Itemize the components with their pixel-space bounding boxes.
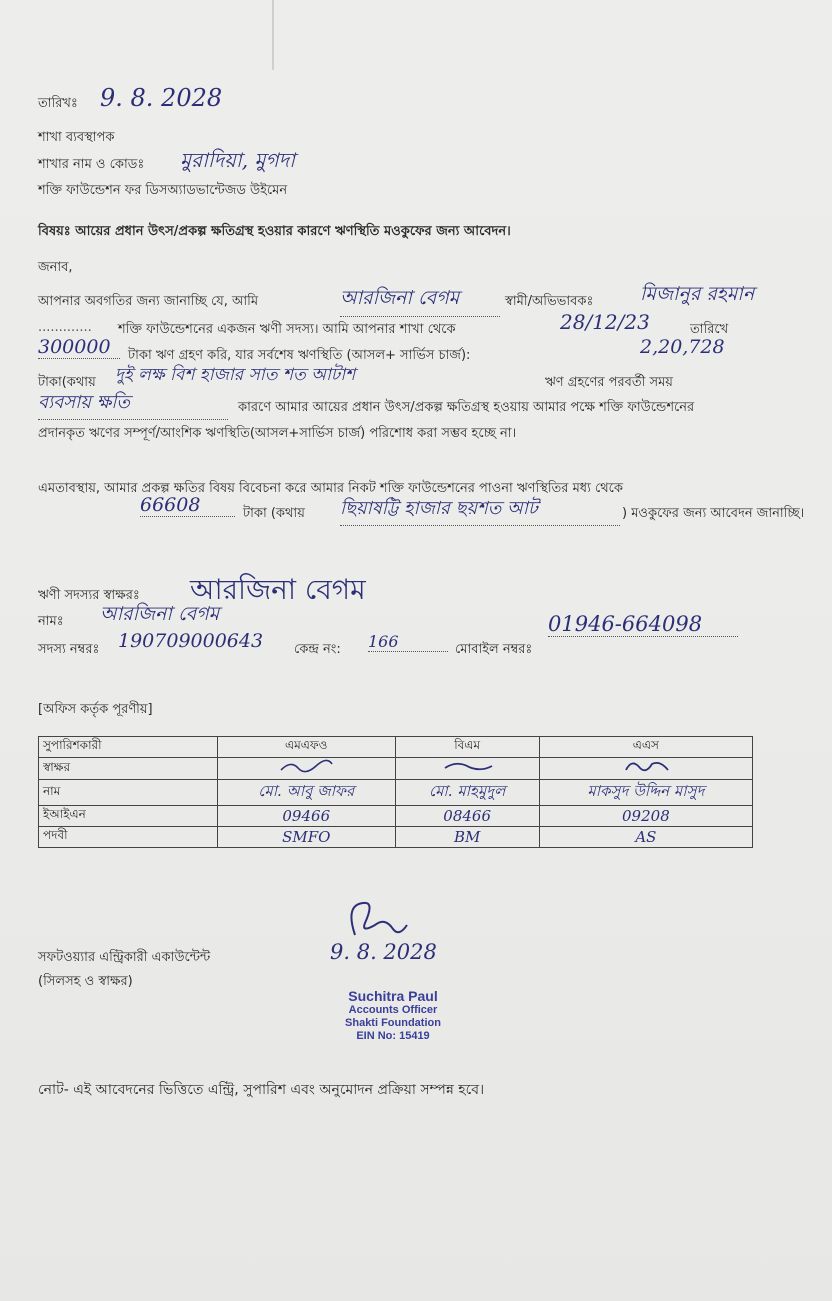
accountant-sub-label: (সিলসহ ও স্বাক্ষর): [38, 974, 133, 989]
recipient-line: শাখা ব্যবস্থাপক: [38, 130, 115, 145]
table-cell: মো. মাহমুদুল: [395, 780, 539, 806]
body1-part5: টাকা ঋণ গ্রহণ করি, যার সর্বশেষ ঋণস্থিতি (আসল+ সার্ভিস চার্জ):: [128, 348, 471, 363]
member-id-handwritten: 190709000643: [118, 630, 264, 652]
table-cell: SMFO: [218, 827, 396, 848]
salutation: জনাব,: [38, 260, 73, 275]
table-row: [39, 758, 753, 780]
seal-name: Suchitra Paul: [348, 988, 438, 1004]
date-label: তারিখঃ: [38, 96, 78, 111]
body2-part3: ) মওকুফের জন্য আবেদন জানাচ্ছি।: [622, 506, 805, 521]
accountant-date-handwritten: 9. 8. 2028: [330, 940, 437, 964]
row-label: পদবী: [39, 827, 218, 848]
body2-part1: এমতাবস্থায়, আমার প্রকল্প ক্ষতির বিষয় বিবেচনা করে আমার নিকট শক্তি ফাউন্ডেশনের পাওনা ঋণস্থিতির মধ্য থেকে: [38, 481, 623, 496]
centre-handwritten: 166: [368, 632, 448, 652]
seal-org: Shakti Foundation: [345, 1017, 441, 1029]
table-cell: BM: [395, 827, 539, 848]
loan-date-handwritten: 28/12/23: [560, 310, 650, 334]
table-header-cell: এএস: [539, 737, 752, 758]
member-name-handwritten: আরজিনা বেগম: [100, 603, 220, 625]
row-label: নাম: [39, 780, 218, 806]
balance-handwritten: 2,20,728: [640, 336, 725, 358]
body1-part3: শক্তি ফাউন্ডেশনের একজন ঋণী সদস্য। আমি আপনার শাখা থেকে: [118, 322, 456, 337]
paper-fold: [272, 0, 274, 70]
table-cell: 08466: [395, 806, 539, 827]
waive-amount-handwritten: 66608: [140, 494, 235, 517]
amount-words-handwritten: দুই লক্ষ বিশ হাজার সাত শত আটাশ: [115, 365, 356, 385]
centre-label: কেন্দ্র নং:: [294, 642, 341, 657]
member-name-label: নামঃ: [38, 614, 64, 629]
table-row: [39, 806, 753, 827]
member-id-label: সদস্য নম্বরঃ: [38, 642, 100, 657]
table-header-cell: সুপারিশকারী: [39, 737, 218, 758]
branch-label: শাখার নাম ও কোডঃ: [38, 157, 145, 172]
table-cell: মাকসুদ উদ্দিন মাসুদ: [539, 780, 752, 806]
member-sign-label: ঋণী সদস্যর স্বাক্ষরঃ: [38, 588, 140, 603]
table-cell: AS: [539, 827, 752, 848]
body1-part2: স্বামী/অভিভাবকঃ: [505, 294, 594, 309]
body2-part2: টাকা (কথায়: [243, 506, 305, 521]
body1-part8: কারণে আমার আয়ের প্রধান উৎস/প্রকল্প ক্ষতিগ্রস্থ হওয়ায় আমার পক্ষে শক্তি ফাউন্ডেশনের প্রদানকৃত ঋণের সম্পূর্ণ/আংশিক ঋণস্থিতি(আসল+সার্ভিস চার্জ) পরিশোধ করা সম্ভব হচ্ছে না।: [38, 400, 695, 441]
table-header-cell: বিএম: [395, 737, 539, 758]
table-cell: মো. আবু জাফর: [218, 780, 396, 806]
dots-lead: .............: [38, 320, 92, 335]
date-handwritten: 9. 8. 2028: [100, 84, 223, 112]
table-row: [39, 780, 753, 806]
body1-part1: আপনার অবগতির জন্য জানাচ্ছি যে, আমি: [38, 294, 259, 309]
seal-title: Accounts Officer: [348, 1004, 438, 1016]
accountant-signature: [335, 895, 415, 945]
signature-cell: [539, 758, 752, 780]
recommendation-table: [38, 736, 753, 848]
accountant-label: সফটওয়্যার এন্ট্রিকারী একাউন্টেন্ট: [38, 950, 211, 965]
member-signature: আরজিনা বেগম: [190, 573, 366, 606]
row-label: ইআইএন: [39, 806, 218, 827]
seal-ein: EIN No: 15419: [356, 1030, 430, 1042]
signature-cell: [218, 758, 396, 780]
signature-cell: [395, 758, 539, 780]
row-label: স্বাক্ষর: [39, 758, 218, 780]
waive-words-handwritten: ছিয়াষট্টি হাজার ছয়শত আট: [340, 494, 620, 526]
table-row: [39, 827, 753, 848]
loan-amount-handwritten: 300000: [38, 336, 120, 359]
branch-handwritten: মুরাদিয়া, মুগদা: [180, 148, 295, 172]
applicant-name-handwritten: আরজিনা বেগম: [340, 284, 500, 317]
accounts-officer-seal: [318, 988, 468, 1043]
reason-handwritten: ব্যবসায় ক্ষতি: [38, 388, 228, 420]
office-use-label: [অফিস কর্তৃক পূরণীয়]: [38, 702, 153, 717]
organisation-line: শক্তি ফাউন্ডেশন ফর ডিসঅ্যাডভান্টেজড উইমেন: [38, 183, 288, 198]
table-cell: 09208: [539, 806, 752, 827]
mobile-handwritten: 01946-664098: [548, 612, 738, 637]
signature-mark: [616, 758, 676, 776]
table-cell: 09466: [218, 806, 396, 827]
subject-line: বিষয়ঃ আয়ের প্রধান উৎস/প্রকল্প ক্ষতিগ্রস্থ হওয়ার কারণে ঋণস্থিতি মওকুফের জন্য আবেদন।: [38, 224, 511, 239]
mobile-label: মোবাইল নম্বরঃ: [455, 642, 533, 657]
body1-part6: টাকা(কথায়: [38, 375, 96, 390]
body1-part4: তারিখে: [690, 322, 729, 337]
table-header-cell: এমএফও: [218, 737, 396, 758]
note-line: নোট- এই আবেদনের ভিত্তিতে এন্ট্রি, সুপারিশ এবং অনুমোদন প্রক্রিয়া সম্পন্ন হবে।: [38, 1082, 485, 1098]
signature-mark: [276, 758, 336, 776]
guardian-handwritten: মিজানুর রহমান: [640, 283, 755, 305]
table-header-row: [39, 737, 753, 758]
signature-mark: [437, 758, 497, 776]
body1-part7: ঋণ গ্রহণের পরবর্তী সময়: [545, 375, 673, 390]
